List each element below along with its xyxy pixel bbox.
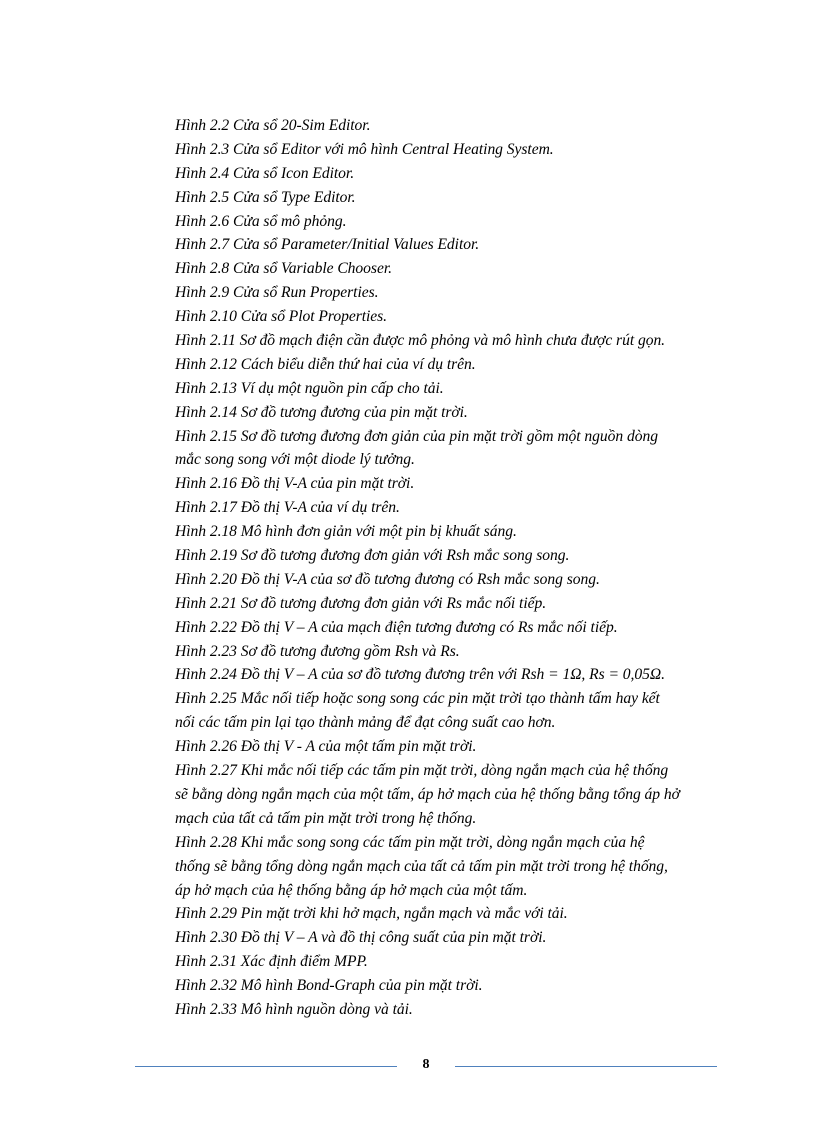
list-item: Hình 2.10 Cửa sổ Plot Properties. bbox=[175, 308, 388, 326]
list-item: Hình 2.24 Đồ thị V – A của sơ đồ tương đương trên với Rsh = 1Ω, Rs = 0,05Ω. bbox=[175, 666, 665, 684]
list-item: sẽ bằng dòng ngắn mạch của một tấm, áp hở mạch của hệ thống bằng tổng áp hở bbox=[175, 785, 680, 803]
list-of-figures bbox=[175, 114, 735, 1022]
list-item: Hình 2.6 Cửa sổ mô phỏng. bbox=[175, 212, 347, 230]
list-item: Hình 2.18 Mô hình đơn giản với một pin bị khuất sáng. bbox=[175, 523, 517, 541]
list-item: mắc song song với một diode lý tưởng. bbox=[175, 451, 415, 469]
list-item: Hình 2.13 Ví dụ một nguồn pin cấp cho tải. bbox=[175, 379, 444, 397]
list-item: Hình 2.9 Cửa sổ Run Properties. bbox=[175, 284, 379, 302]
list-item: Hình 2.8 Cửa sổ Variable Chooser. bbox=[175, 260, 392, 278]
list-item: Hình 2.22 Đồ thị V – A của mạch điện tương đương có Rs mắc nối tiếp. bbox=[175, 618, 618, 636]
list-item: Hình 2.7 Cửa sổ Parameter/Initial Values Editor. bbox=[175, 236, 480, 254]
list-item: Hình 2.3 Cửa sổ Editor với mô hình Central Heating System. bbox=[175, 140, 554, 158]
list-item: Hình 2.15 Sơ đồ tương đương đơn giản của pin mặt trời gồm một nguồn dòng bbox=[175, 427, 658, 445]
list-item: Hình 2.26 Đồ thị V - A của một tấm pin mặt trời. bbox=[175, 738, 477, 756]
list-item: Hình 2.31 Xác định điểm MPP. bbox=[175, 953, 368, 971]
page-footer bbox=[0, 1055, 816, 1079]
list-item: Hình 2.12 Cách biểu diễn thứ hai của ví dụ trên. bbox=[175, 355, 476, 373]
list-item: Hình 2.14 Sơ đồ tương đương của pin mặt trời. bbox=[175, 403, 468, 421]
list-item: Hình 2.17 Đồ thị V-A của ví dụ trên. bbox=[175, 499, 400, 517]
list-item: Hình 2.29 Pin mặt trời khi hở mạch, ngắn mạch và mắc với tải. bbox=[175, 905, 568, 923]
list-item: Hình 2.32 Mô hình Bond-Graph của pin mặt trời. bbox=[175, 977, 483, 995]
list-item: Hình 2.33 Mô hình nguồn dòng và tải. bbox=[175, 1000, 413, 1018]
list-item: mạch của tất cả tấm pin mặt trời trong hệ thống. bbox=[175, 809, 477, 827]
list-item: Hình 2.28 Khi mắc song song các tấm pin mặt trời, dòng ngắn mạch của hệ bbox=[175, 833, 645, 851]
list-item: Hình 2.19 Sơ đồ tương đương đơn giản với Rsh mắc song song. bbox=[175, 547, 570, 565]
list-item: Hình 2.2 Cửa sổ 20-Sim Editor. bbox=[175, 117, 371, 134]
list-item: Hình 2.4 Cửa sổ Icon Editor. bbox=[175, 164, 355, 182]
list-item: áp hở mạch của hệ thống bằng áp hở mạch của một tấm. bbox=[175, 881, 528, 899]
list-item: Hình 2.20 Đồ thị V-A của sơ đồ tương đương có Rsh mắc song song. bbox=[175, 570, 600, 588]
list-item: Hình 2.23 Sơ đồ tương đương gồm Rsh và Rs. bbox=[175, 642, 460, 660]
footer-rule-right bbox=[455, 1066, 717, 1067]
list-item: Hình 2.16 Đồ thị V-A của pin mặt trời. bbox=[175, 475, 415, 493]
list-item: Hình 2.21 Sơ đồ tương đương đơn giản với Rs mắc nối tiếp. bbox=[175, 594, 547, 612]
list-item: Hình 2.11 Sơ đồ mạch điện cần được mô phỏng và mô hình chưa được rút gọn. bbox=[175, 332, 666, 350]
list-item: thống sẽ bằng tổng dòng ngắn mạch của tất cả tấm pin mặt trời trong hệ thống, bbox=[175, 857, 668, 875]
list-item: Hình 2.25 Mắc nối tiếp hoặc song song các pin mặt trời tạo thành tấm hay kết bbox=[175, 690, 660, 708]
list-item: nối các tấm pin lại tạo thành mảng để đạt công suất cao hơn. bbox=[175, 714, 556, 732]
list-item: Hình 2.27 Khi mắc nối tiếp các tấm pin mặt trời, dòng ngắn mạch của hệ thống bbox=[175, 762, 669, 780]
page-number: 8 bbox=[422, 1057, 430, 1072]
footer-rule-left bbox=[135, 1066, 397, 1067]
list-item: Hình 2.5 Cửa sổ Type Editor. bbox=[175, 188, 356, 206]
list-item: Hình 2.30 Đồ thị V – A và đồ thị công suất của pin mặt trời. bbox=[175, 929, 547, 947]
